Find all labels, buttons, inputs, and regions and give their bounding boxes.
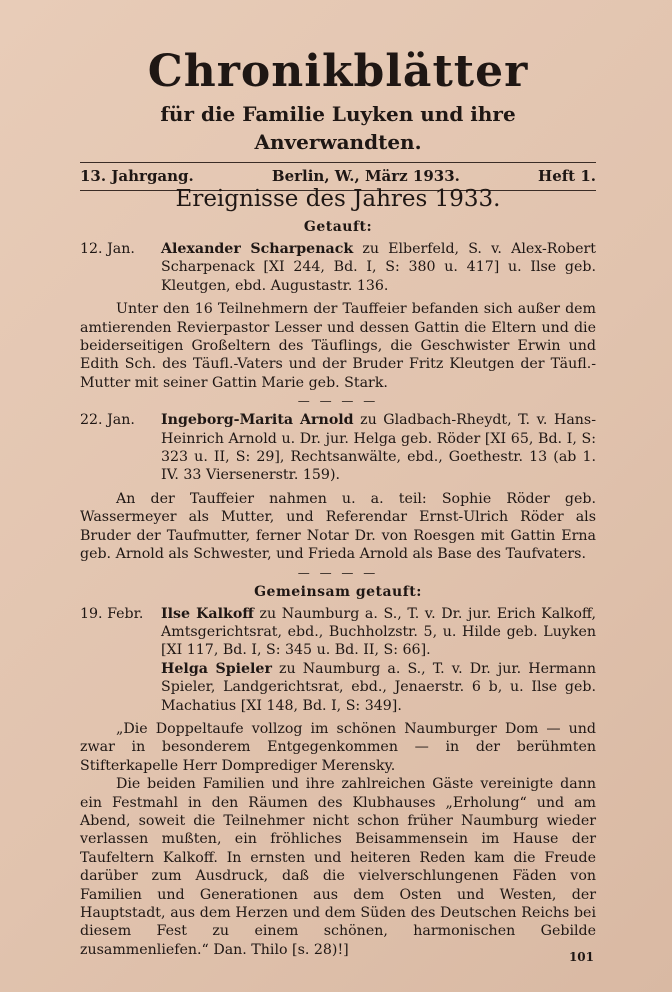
masthead xyxy=(80,44,596,191)
issue-number: Heft 1. xyxy=(538,167,596,185)
publication-title: Chronikblätter xyxy=(147,46,529,97)
paragraph: An der Tauffeier nahmen u. a. teil: Sophie Röder geb. Wassermeyer als Mutter, und Referendar Ernst-Ulrich Röder als Bruder der Taufmutter, ferner Notar Dr. von Roesgen mit Gattin Erna geb. Arnold als Schwester, und Frieda Arnold als Base des Taufvaters. xyxy=(80,490,596,563)
entry-date: 22. Jan. xyxy=(80,412,135,429)
paragraph: Die beiden Familien und ihre zahlreichen Gäste vereinigte dann ein Festmahl in den Räumen des Klubhauses „Erholung“ und am Abend, soweit die Teilnehmer nicht schon früher Naumburg wieder verlassen mußten, ein fröhliches Beisammensein im Hause der Taufeltern Kalkoff. In ernsten und heiteren Reden kam die Freude darüber zum Ausdruck, daß die vielverschlungenen Fäden von Familien und Generationen aus dem Osten und Westen, der Hauptstadt, aus dem Herzen und dem Süden des Deutschen Reichs bei diesem Fest zu einem schönen, harmonischen Gebilde zusammenliefen.“ Dan. Thilo [s. 28)!] xyxy=(80,776,596,958)
publication-subtitle: für die Familie Luyken und ihre Anverwandten. xyxy=(160,102,516,154)
entry-date: 12. Jan. xyxy=(80,241,135,257)
entry-text: zu Naumburg a. S., T. v. Dr. jur. Erich Kalkoff, Amtsgerichtsrat, ebd., Buchholzstr. 5, u. Hilde geb. Luyken [XI 117, Bd. I, S: 345 u. Bd. II, S: 66]. xyxy=(161,605,597,659)
entry-date: 19. Febr. xyxy=(80,605,144,622)
baptism-entry-4 xyxy=(80,660,596,715)
entry-text: zu Gladbach-Rheydt, T. v. Hans-Heinrich Arnold u. Dr. jur. Helga geb. Röder [XI 65, Bd. I, S: 323 u. II, S: 29], Rechtsanwälte, ebd., Goethestr. 13 (ab 1. IV. 33 Viersenerstr. 159). xyxy=(161,412,596,484)
subhead-getauft: Getauft: xyxy=(303,219,373,235)
place-date: Berlin, W., März 1933. xyxy=(271,167,460,185)
separator: — — — — xyxy=(297,394,379,409)
child-name: Ilse Kalkoff xyxy=(161,605,254,622)
page-number: 101 xyxy=(568,950,594,964)
separator: — — — — xyxy=(297,565,379,580)
paragraph: Unter den 16 Teilnehmern der Tauffeier befanden sich außer dem amtierenden Revierpastor Lesser und dessen Gattin die Eltern und die beiderseitigen Großeltern des Täuflings, die Geschwister Erwin und Edith Sch. des Täufl.-Vaters und der Bruder Fritz Kleutgen der Täufl.-Mutter mit seiner Gattin Marie geb. Stark. xyxy=(80,301,596,391)
baptism-entry-1 xyxy=(80,240,596,295)
entry-text: zu Elberfeld, S. v. Alex-Robert Scharpenack [XI 244, Bd. I, S: 380 u. 417] u. Ilse geb. Kleutgen, ebd. Augustastr. 136. xyxy=(161,241,596,294)
section-title: Ereignisse des Jahres 1933. xyxy=(175,186,501,212)
subhead-gemeinsam-getauft: Gemeinsam getauft: xyxy=(254,583,422,600)
volume: 13. Jahrgang. xyxy=(80,167,194,185)
child-name: Alexander Scharpenack xyxy=(161,241,354,257)
baptism-entry-2 xyxy=(80,411,596,485)
paragraph: „Die Doppeltaufe vollzog im schönen Naumburger Dom — und zwar in besonderem Entgegenkommen — in der berühmten Stifterkapelle Herr Domprediger Merensky. xyxy=(80,720,596,774)
article xyxy=(80,182,596,959)
baptism-entry-3 xyxy=(80,605,596,660)
child-name: Helga Spieler xyxy=(161,660,272,677)
child-name: Ingeborg-Marita Arnold xyxy=(161,412,354,429)
entry-text: zu Naumburg a. S., T. v. Dr. jur. Hermann Spieler, Landgerichtsrat, ebd., Jenaerstr. 6 b, u. Ilse geb. Machatius [XI 148, Bd. I, S: 349]. xyxy=(161,660,596,714)
